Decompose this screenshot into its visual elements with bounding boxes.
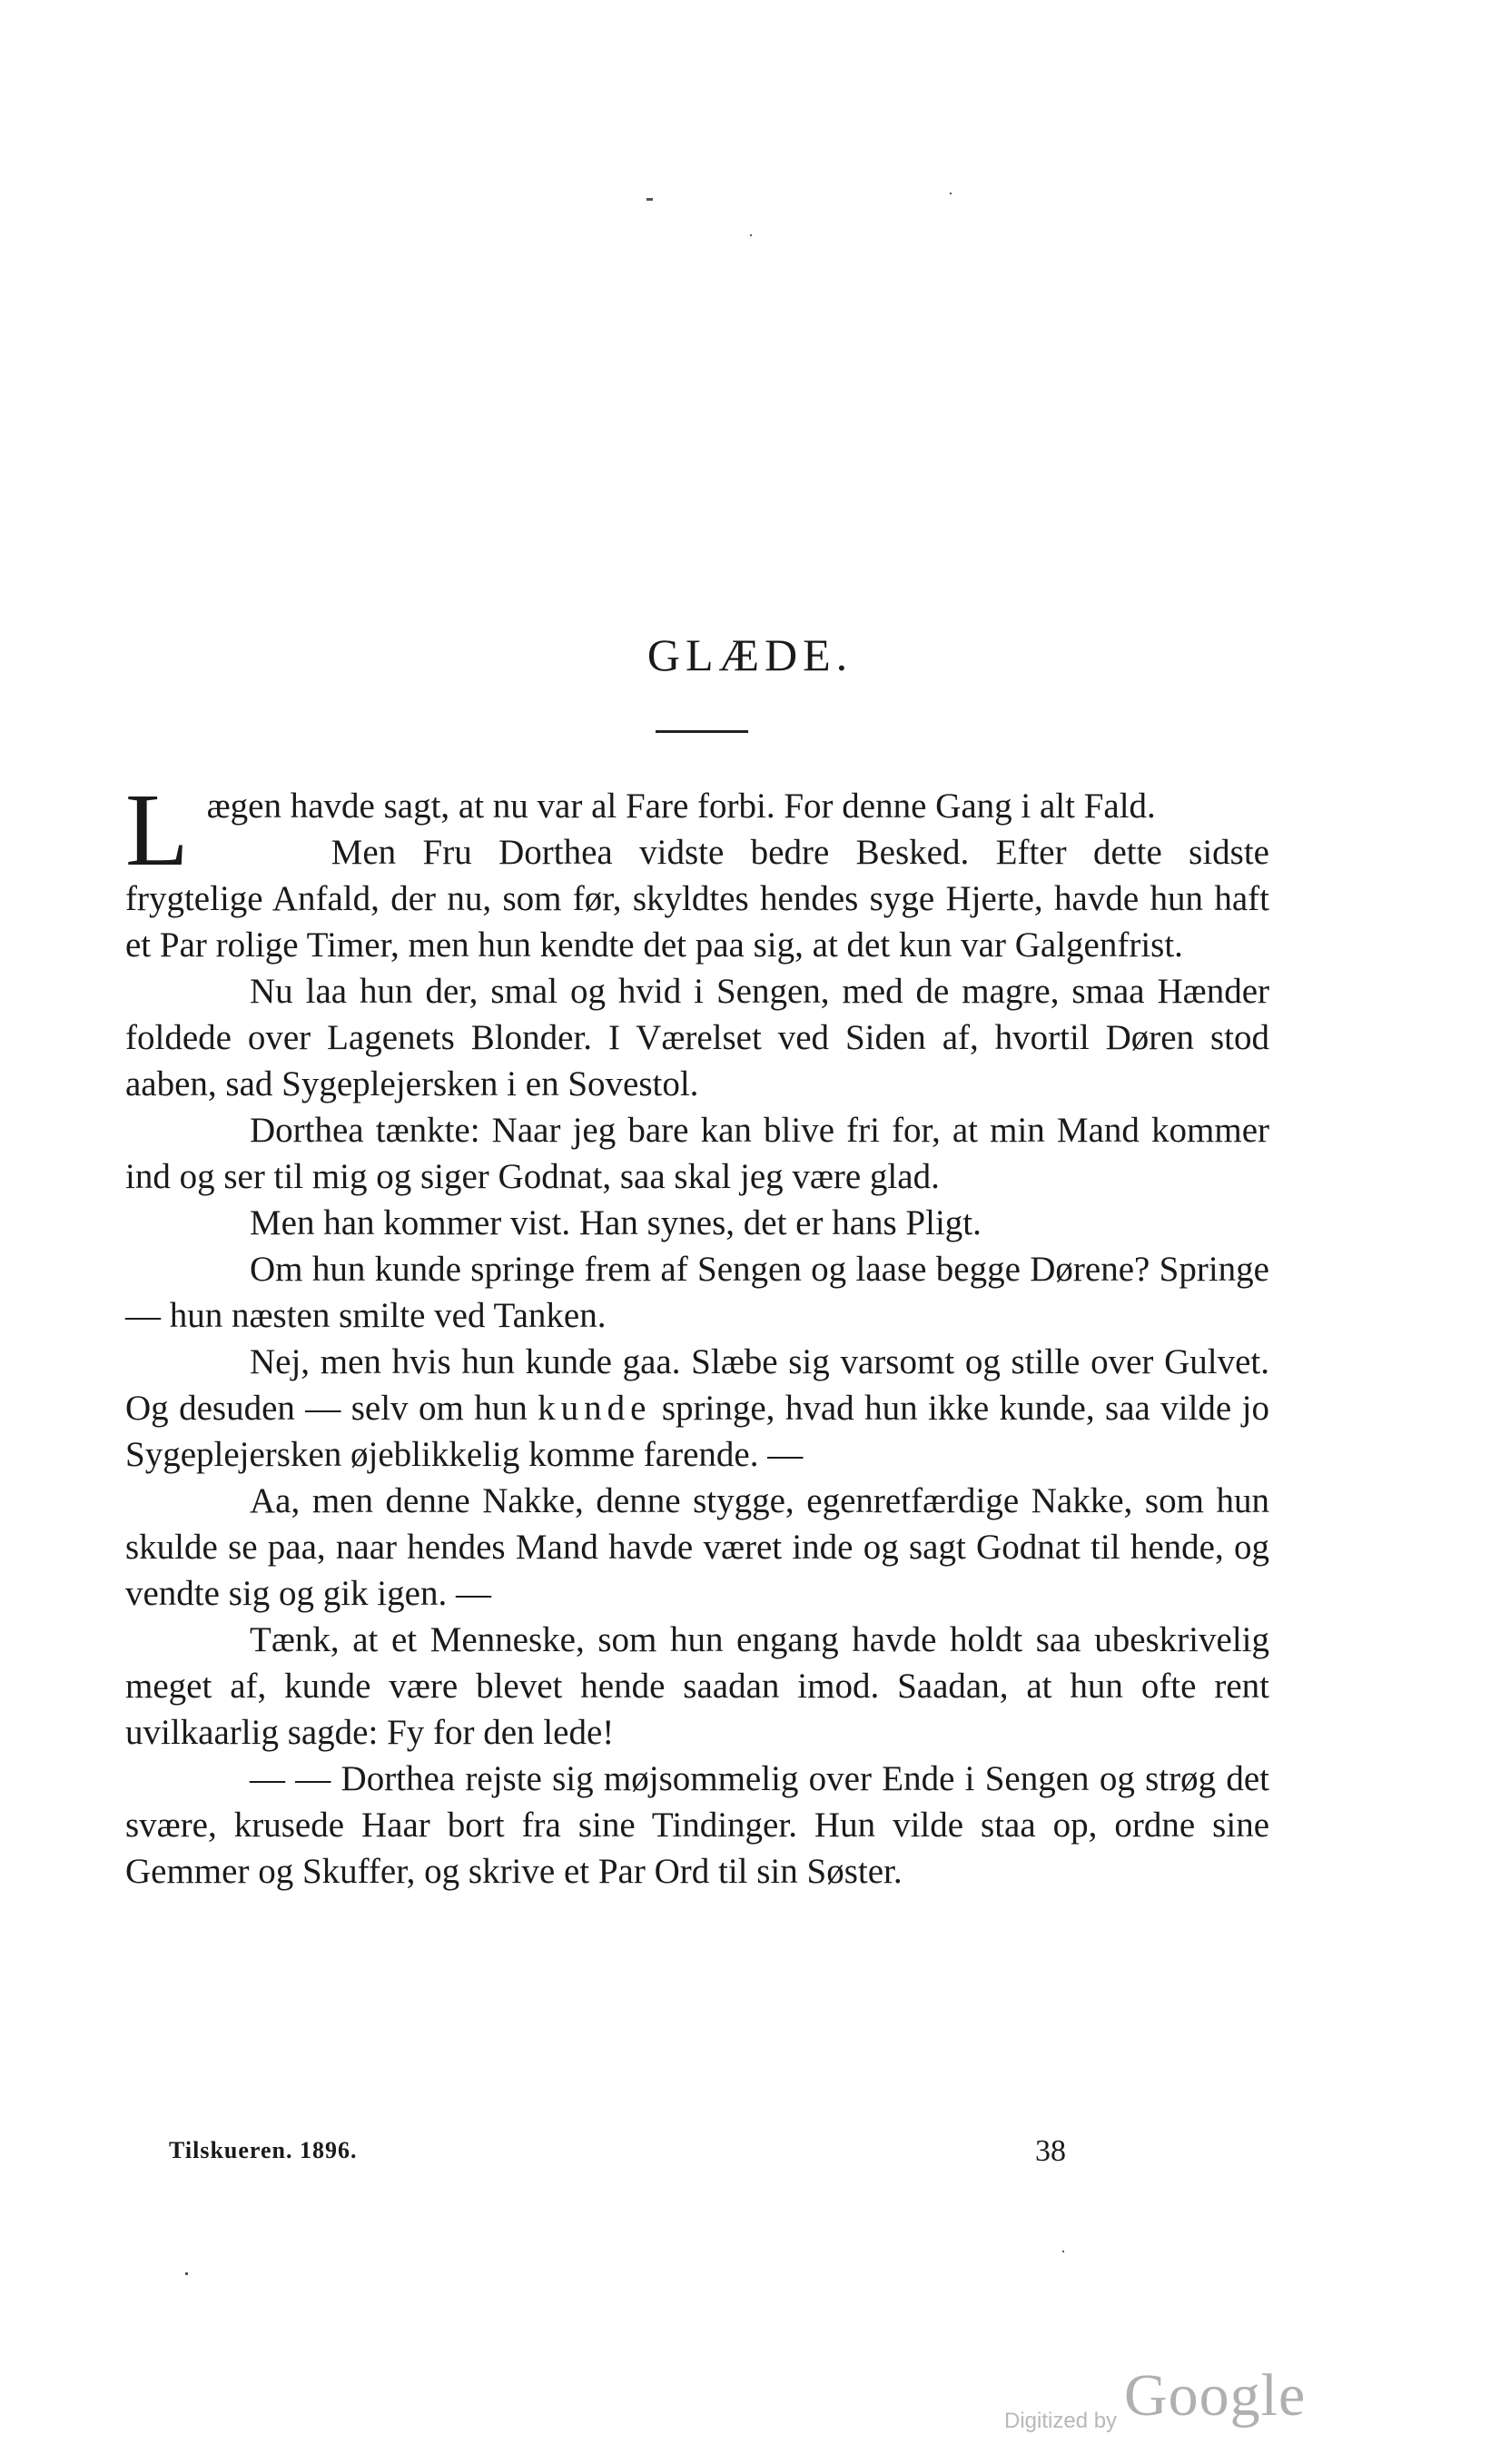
paragraph: Nej, men hvis hun kunde gaa. Slæbe sig varsomt og stille over Gulvet. Og desuden — selv om hun kunde springe, hvad hun ikke kunde, saa vilde jo Sygeplejersken øjeblikkelig komme farende. —	[125, 1342, 1269, 1474]
scan-speck	[950, 193, 952, 194]
page-number: 38	[1035, 2134, 1066, 2168]
paragraph: Aa, men denne Nakke, denne stygge, egenretfærdige Nakke, som hun skulde se paa, naar hendes Mand havde været inde og sagt Godnat til hende, og vendte sig og gik igen. —	[125, 1481, 1269, 1613]
emphasis: kunde	[538, 1389, 652, 1428]
paragraph: Men han kommer vist. Han synes, det er hans Pligt.	[250, 1203, 982, 1242]
paragraph: — — Dorthea rejste sig møjsommelig over Ende i Sengen og strøg det svære, krusede Haar bort fra sine Tindinger. Hun vilde staa op, ordne sine Gemmer og Skuffer, og skrive et Par Ord til sin Søster.	[125, 1759, 1269, 1891]
drop-cap: L	[125, 772, 189, 887]
paragraph: Nu laa hun der, smal og hvid i Sengen, med de magre, smaa Hænder foldede over Lagenets Blonder. I Værelset ved Siden af, hvortil Døren stod aaben, sad Sygeplejersken i en Sovestol.	[125, 972, 1269, 1103]
page-title: GLÆDE.	[646, 629, 854, 680]
footer-source: Tilskueren. 1896.	[169, 2137, 358, 2163]
paragraph: Men Fru Dorthea vidste bedre Besked. Efter dette sidste frygtelige Anfald, der nu, som før, skyldtes hendes syge Hjerte, havde hun haft et Par rolige Timer, men hun kendte det paa sig, at det kun var Galgenfrist.	[125, 833, 1269, 965]
title-rule	[656, 730, 748, 733]
paragraph: Dorthea tænkte: Naar jeg bare kan blive fri for, at min Mand kommer ind og ser til mig og siger Godnat, saa skal jeg være glad.	[125, 1111, 1269, 1196]
scan-speck	[185, 2272, 188, 2275]
scan-speck	[1062, 2251, 1064, 2252]
digitized-by-label: Digitized by	[1004, 2409, 1118, 2433]
scan-speck	[750, 234, 752, 236]
scan-speck	[646, 198, 653, 201]
paragraph: Lægen havde sagt, at nu var al Fare forbi. For denne Gang i alt Fald.	[125, 772, 1156, 887]
paragraph: Om hun kunde springe frem af Sengen og laase begge Dørene? Springe — hun næsten smilte ved Tanken.	[125, 1250, 1269, 1335]
google-watermark: Google	[1124, 2362, 1307, 2429]
body-text	[125, 772, 1269, 1895]
paragraph: Tænk, at et Menneske, som hun engang havde holdt saa ubeskrivelig meget af, kunde være blevet hende saadan imod. Saadan, at hun ofte rent uvilkaarlig sagde: Fy for den lede!	[125, 1620, 1269, 1752]
